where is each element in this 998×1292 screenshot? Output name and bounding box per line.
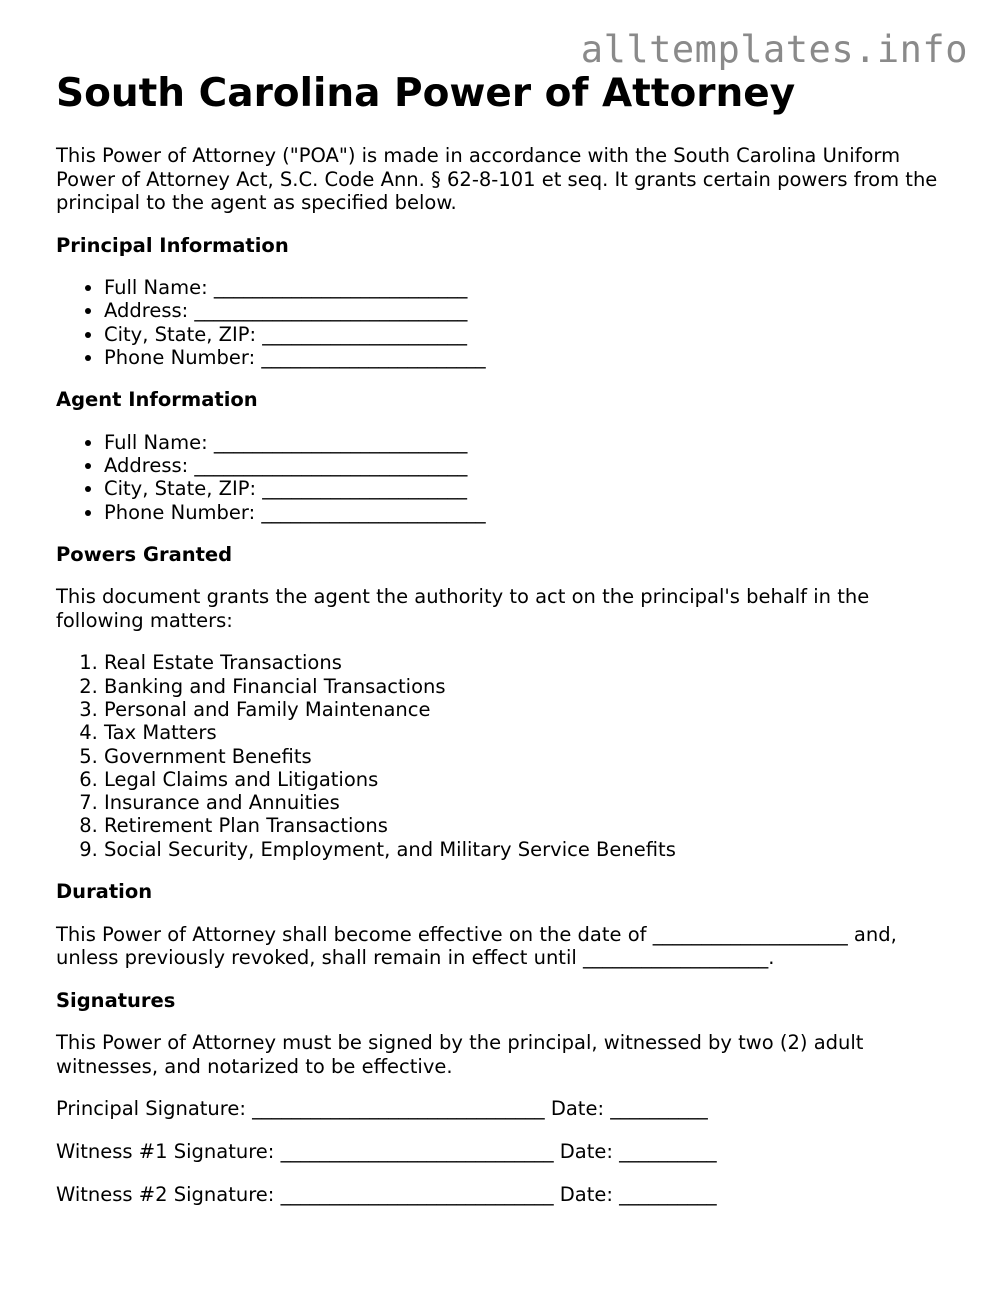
power-item: 4. Tax Matters — [104, 721, 956, 744]
power-item: 8. Retirement Plan Transactions — [104, 814, 956, 837]
agent-city-state-zip-field: • City, State, ZIP: _____________________ — [104, 477, 956, 500]
power-item: 6. Legal Claims and Litigations — [104, 768, 956, 791]
signatures-paragraph: This Power of Attorney must be signed by the principal, witnessed by two (2) adult witnesses, and notarized to be effective. — [56, 1031, 864, 1078]
agent-phone-field: • Phone Number: _______________________ — [104, 501, 956, 524]
agent-fields-list — [56, 431, 956, 524]
duration-paragraph: This Power of Attorney shall become effective on the date of ____________________ and, unless previously revoked, shall remain in effect until ___________________. — [56, 922, 897, 970]
powers-list — [56, 651, 956, 861]
power-item: 7. Insurance and Annuities — [104, 791, 956, 814]
signatures-heading: Signatures — [56, 988, 176, 1012]
principal-signature-line: Principal Signature: ______________________________ Date: __________ — [56, 1097, 708, 1121]
power-item: 1. Real Estate Transactions — [104, 651, 956, 674]
watermark: alltemplates.info — [580, 28, 968, 71]
principal-city-state-zip-field: • City, State, ZIP: _____________________ — [104, 323, 956, 346]
power-item: 3. Personal and Family Maintenance — [104, 698, 956, 721]
witness-2-signature-line: Witness #2 Signature: ____________________________ Date: __________ — [56, 1183, 717, 1207]
agent-address-field: • Address: ____________________________ — [104, 454, 956, 477]
principal-phone-field: • Phone Number: _______________________ — [104, 346, 956, 369]
agent-heading: Agent Information — [56, 388, 258, 412]
principal-fields-list — [56, 276, 956, 369]
document-title: South Carolina Power of Attorney — [56, 71, 796, 116]
agent-full-name-field: • Full Name: __________________________ — [104, 431, 956, 454]
power-item: 5. Government Benefits — [104, 745, 956, 768]
document-page — [56, 70, 956, 1207]
principal-full-name-field: • Full Name: __________________________ — [104, 276, 956, 299]
power-item: 2. Banking and Financial Transactions — [104, 675, 956, 698]
powers-intro: This document grants the agent the authority to act on the principal's behalf in the following matters: — [56, 585, 870, 632]
intro-paragraph: This Power of Attorney ("POA") is made in accordance with the South Carolina Uniform Power of Attorney Act, S.C. Code Ann. § 62-8-101 et seq. It grants certain powers from the principal to the agent as specified below. — [56, 144, 938, 214]
principal-address-field: • Address: ____________________________ — [104, 299, 956, 322]
principal-heading: Principal Information — [56, 233, 289, 257]
power-item: 9. Social Security, Employment, and Military Service Benefits — [104, 838, 956, 861]
duration-heading: Duration — [56, 880, 153, 904]
powers-heading: Powers Granted — [56, 542, 233, 566]
witness-1-signature-line: Witness #1 Signature: ____________________________ Date: __________ — [56, 1140, 717, 1164]
